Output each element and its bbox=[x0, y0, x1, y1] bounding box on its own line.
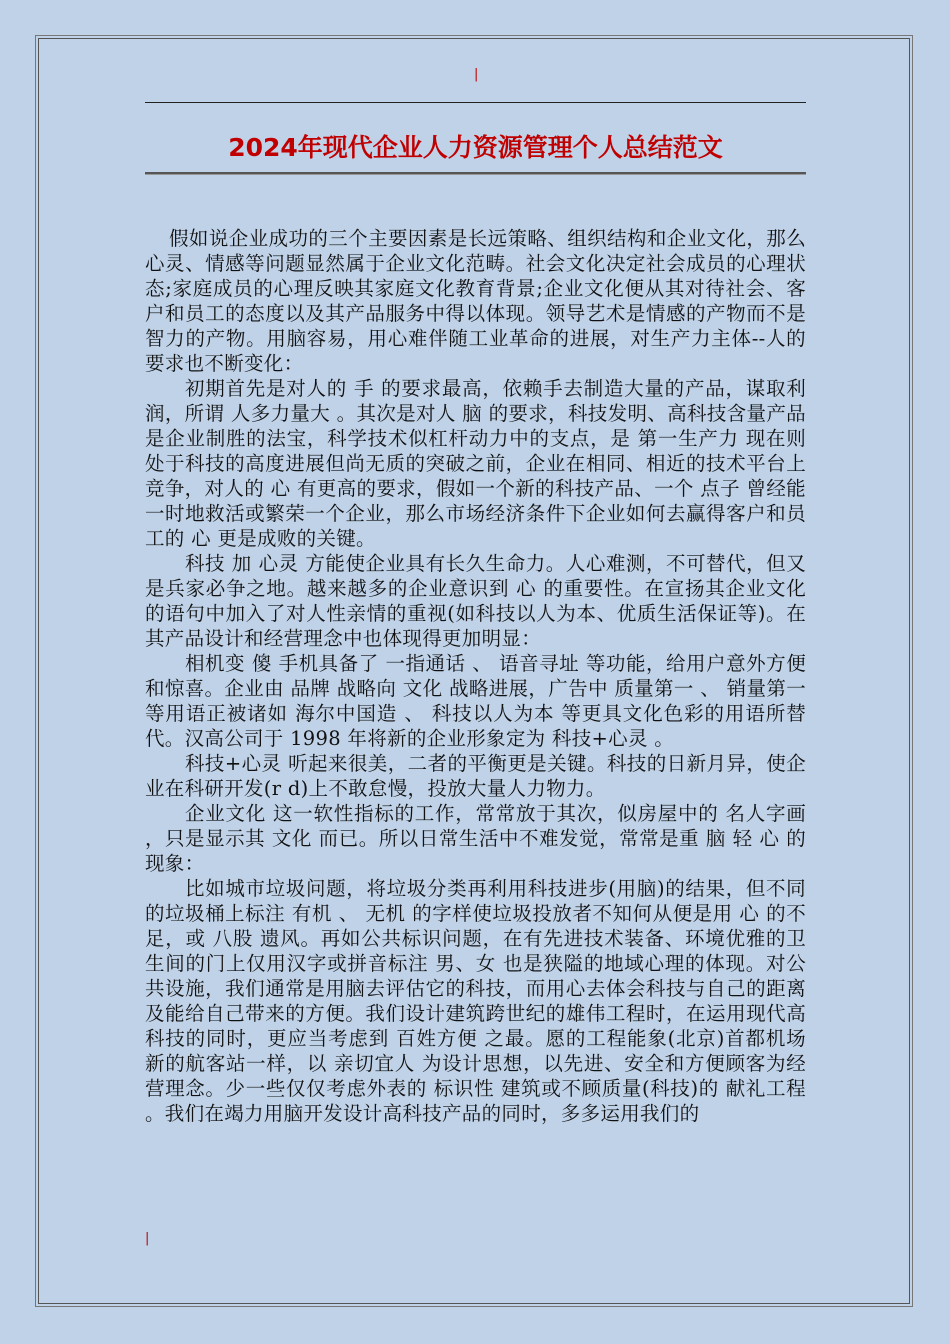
header-mark: | bbox=[474, 67, 479, 82]
paragraph: 企业文化 这一软性指标的工作，常常放于其次，似房屋中的 名人字画 ，只是显示其 文化 而已。所以日常生活中不难发觉，常常是重 脑 轻 心 的现象： bbox=[145, 802, 806, 875]
paragraph: 科技 加 心灵 方能使企业具有长久生命力。人心难测，不可替代，但又是兵家必争之地。越来越多的企业意识到 心 的重要性。在宣扬其企业文化的语句中加入了对人性亲情的重视(如科技以人为本、优质生活保证等)。在其产品设计和经营理念中也体现得更加明显： bbox=[145, 552, 806, 650]
header-rule bbox=[145, 102, 806, 103]
document-title: 2024年现代企业人力资源管理个人总结范文 bbox=[228, 133, 723, 162]
title-rule bbox=[145, 172, 806, 175]
footer-mark: | bbox=[145, 1231, 150, 1246]
paragraph: 假如说企业成功的三个主要因素是长远策略、组织结构和企业文化，那么心灵、情感等问题显然属于企业文化范畴。社会文化决定社会成员的心理状态;家庭成员的心理反映其家庭文化教育背景;企业文化便从其对待社会、客户和员工的态度以及其产品服务中得以体现。领导艺术是情感的产物而不是智力的产物。用脑容易，用心难伴随工业革命的进展，对生产力主体--人的要求也不断变化： bbox=[145, 227, 806, 375]
document-body bbox=[145, 226, 806, 1126]
paragraph: 比如城市垃圾问题，将垃圾分类再利用科技进步(用脑)的结果，但不同的垃圾桶上标注 有机 、 无机 的字样使垃圾投放者不知何从便是用 心 的不足，或 八股 遗风。再如公共标识问题，在有先进技术装备、环境优雅的卫生间的门上仅用汉字或拼音标注 男、女 也是狭隘的地域心理的体现。对公共设施，我们通常是用脑去评估它的科技，而用心去体会科技与自己的距离及能给自己带来的方便。我们设计建筑跨世纪的雄伟工程时，在运用现代高科技的同时，更应当考虑到 百姓方便 之最。愿的工程能象(北京)首都机场新的航客站一样，以 亲切宜人 为设计思想，以先进、安全和方便顾客为经营理念。少一些仅仅考虑外表的 标识性 建筑或不顾质量(科技)的 献礼工程 。我们在竭力用脑开发设计高科技产品的同时，多多运用我们的 bbox=[145, 877, 806, 1125]
paragraph: 相机变 傻 手机具备了 一指通话 、 语音寻址 等功能，给用户意外方便和惊喜。企业由 品牌 战略向 文化 战略进展，广告中 质量第一 、 销量第一 等用语正被诸如 海尔中国造 、 科技以人为本 等更具文化色彩的用语所替代。汉高公司于 1998 年将新的企业形象定为 科技+心灵 。 bbox=[145, 652, 806, 750]
paragraph: 初期首先是对人的 手 的要求最高，依赖手去制造大量的产品，谋取利润，所谓 人多力量大 。其次是对人 脑 的要求，科技发明、高科技含量产品是企业制胜的法宝，科学技术似杠杆动力中的支点，是 第一生产力 现在则处于科技的高度进展但尚无质的突破之前，企业在相同、相近的技术平台上竞争，对人的 心 有更高的要求，假如一个新的科技产品、一个 点子 曾经能一时地救活或繁荣一个企业，那么市场经济条件下企业如何去赢得客户和员工的 心 更是成败的关键。 bbox=[145, 377, 806, 550]
paragraph: 科技+心灵 听起来很美，二者的平衡更是关键。科技的日新月异，使企业在科研开发(r d)上不敢怠慢，投放大量人力物力。 bbox=[145, 752, 806, 800]
